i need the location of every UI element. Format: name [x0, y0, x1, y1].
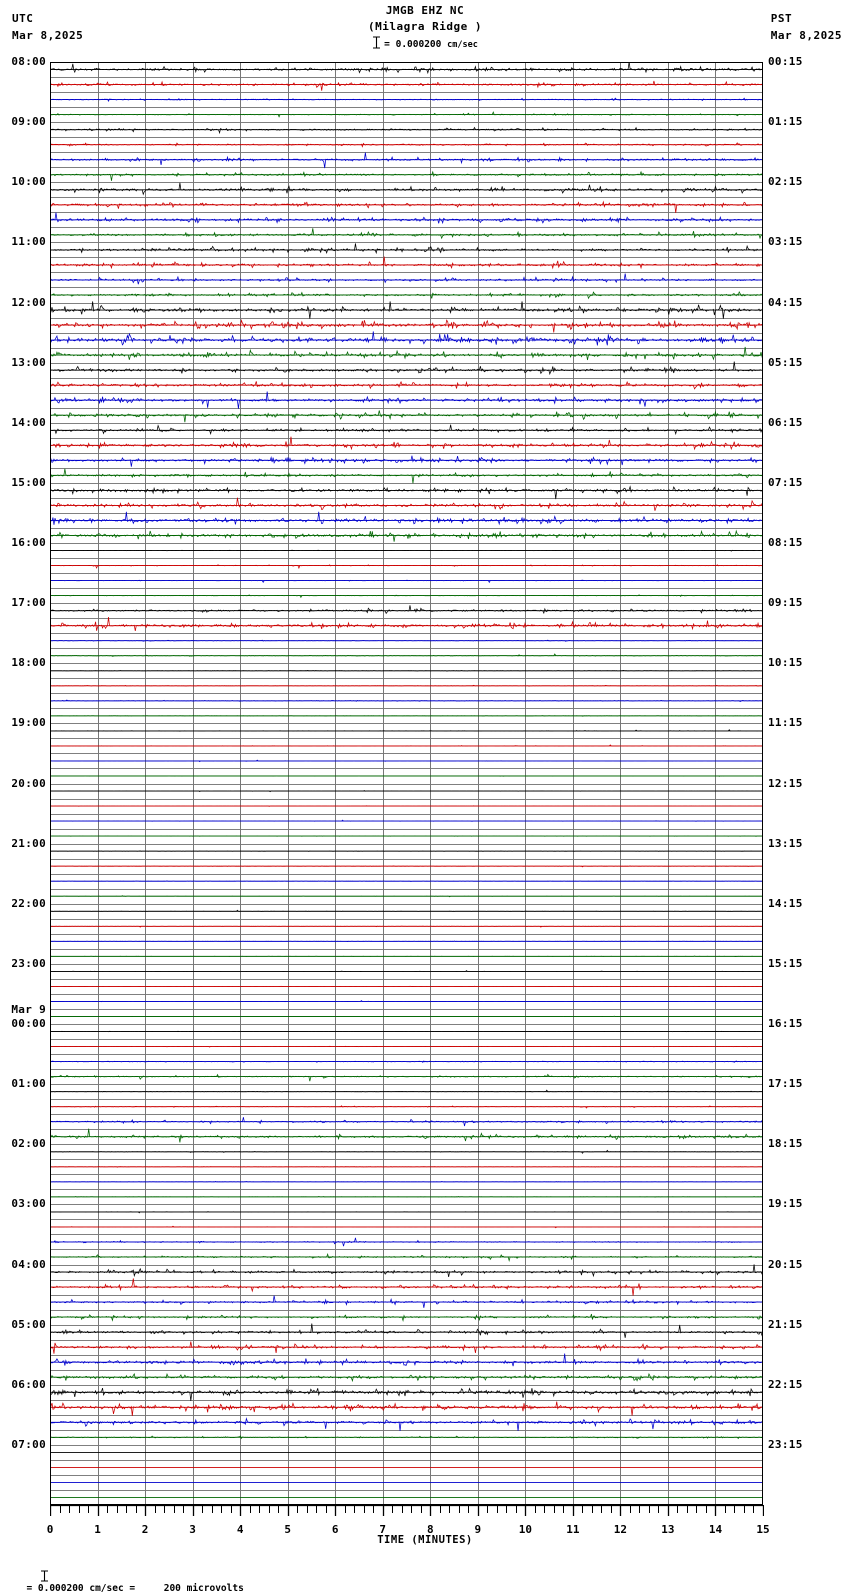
- utc-hour-label: 01:00: [11, 1077, 46, 1091]
- pst-hour-label: 20:15: [768, 1257, 803, 1271]
- axis-tick-label: 7: [379, 1523, 387, 1536]
- utc-hour-label: 16:00: [11, 536, 46, 549]
- utc-hour-label: 10:00: [11, 175, 46, 189]
- axis-tick-label: 2: [141, 1523, 149, 1536]
- axis-tick-label: 3: [189, 1523, 196, 1536]
- utc-hour-label: 18:00: [11, 656, 46, 670]
- utc-hour-label: 17:00: [11, 596, 46, 610]
- utc-hour-label: 21:00: [11, 836, 46, 850]
- pst-hour-label: 02:15: [768, 175, 803, 189]
- axis-tick-label: 15: [756, 1523, 770, 1536]
- station-code-label: JMGB EHZ NC: [385, 4, 465, 17]
- utc-hour-label: 02:00: [11, 1137, 46, 1151]
- utc-hour-label: 13:00: [11, 355, 46, 369]
- station-name-label: (Milagra Ridge ): [368, 20, 482, 33]
- pst-hour-label: 00:15: [768, 55, 803, 68]
- pst-hour-label: 04:15: [768, 295, 803, 309]
- pst-hour-label: 10:15: [768, 656, 803, 670]
- axis-tick-label: 12: [613, 1523, 628, 1536]
- utc-hour-label: 11:00: [11, 235, 46, 249]
- pst-hour-label: 15:15: [768, 956, 803, 970]
- utc-hour-label: 08:00: [11, 55, 46, 68]
- utc-hour-label: 19:00: [11, 716, 46, 730]
- axis-tick-label: 13: [661, 1523, 675, 1536]
- utc-hour-label: 12:00: [11, 295, 46, 309]
- axis-tick-label: 6: [331, 1523, 339, 1536]
- pst-hour-label: 11:15: [768, 716, 803, 730]
- utc-hour-label: 00:00: [11, 1017, 46, 1030]
- utc-hour-label: 15:00: [11, 475, 46, 489]
- axis-tick-label: 5: [284, 1523, 291, 1536]
- pst-hour-label: 01:15: [768, 115, 803, 129]
- utc-hour-label: 06:00: [11, 1377, 46, 1391]
- pst-date-label: Mar 8,2025: [770, 29, 842, 42]
- pst-timezone-label: PST: [770, 12, 793, 25]
- pst-hour-label: 21:15: [768, 1317, 803, 1331]
- day-change-marker: Mar 9: [11, 1003, 46, 1016]
- pst-hour-label: 08:15: [768, 536, 803, 549]
- utc-hour-label: 03:00: [11, 1197, 46, 1211]
- axis-tick-label: 10: [518, 1523, 532, 1536]
- axis-tick-label: 4: [236, 1523, 244, 1536]
- utc-date-label: Mar 8,2025: [12, 29, 84, 42]
- utc-hour-label: 09:00: [11, 115, 46, 129]
- utc-hour-label: 14:00: [11, 415, 46, 429]
- plot-frame: [50, 62, 763, 1505]
- pst-hour-label: 18:15: [768, 1137, 803, 1151]
- footer-scale-text: = 0.000200 cm/sec = 200 microvolts: [26, 1583, 244, 1594]
- footer-scale-note: [6, 1548, 244, 1596]
- axis-tick-label: 9: [474, 1523, 482, 1536]
- scale-units-label: cm/sec: [447, 40, 478, 50]
- axis-tick-label: 1: [94, 1523, 101, 1536]
- scale-value-label: = 0.000200: [384, 39, 442, 50]
- axis-title: TIME (MINUTES): [377, 1534, 473, 1546]
- utc-hour-label: 05:00: [11, 1317, 46, 1331]
- utc-hour-label: 04:00: [11, 1257, 46, 1271]
- utc-timezone-label: UTC: [12, 12, 34, 25]
- pst-hour-label: 14:15: [768, 896, 803, 910]
- utc-hour-label: 23:00: [11, 956, 46, 970]
- axis-tick-label: 11: [566, 1523, 580, 1536]
- pst-hour-label: 07:15: [768, 475, 803, 489]
- pst-hour-label: 12:15: [768, 776, 803, 790]
- pst-hour-label: 16:15: [768, 1017, 803, 1030]
- axis-tick-label: 8: [426, 1523, 434, 1536]
- utc-hour-label: 07:00: [11, 1437, 46, 1451]
- axis-tick-label: 14: [708, 1523, 723, 1536]
- trace-canvas: [50, 62, 763, 1505]
- pst-hour-label: 13:15: [768, 836, 803, 850]
- pst-hour-label: 19:15: [768, 1197, 803, 1211]
- pst-hour-label: 22:15: [768, 1377, 803, 1391]
- utc-hour-label: 20:00: [11, 776, 46, 790]
- axis-tick-label: 0: [46, 1523, 54, 1536]
- pst-hour-label: 17:15: [768, 1077, 803, 1091]
- pst-hour-label: 03:15: [768, 235, 803, 249]
- pst-hour-label: 05:15: [768, 355, 803, 369]
- axis-ticks: [50, 1505, 764, 1523]
- pst-hour-label: 23:15: [768, 1437, 803, 1451]
- pst-hour-label: 06:15: [768, 415, 803, 429]
- footer-scale-bar-icon: [17, 1559, 26, 1596]
- pst-hour-label: 09:15: [768, 596, 803, 610]
- utc-hour-label: 22:00: [11, 896, 46, 910]
